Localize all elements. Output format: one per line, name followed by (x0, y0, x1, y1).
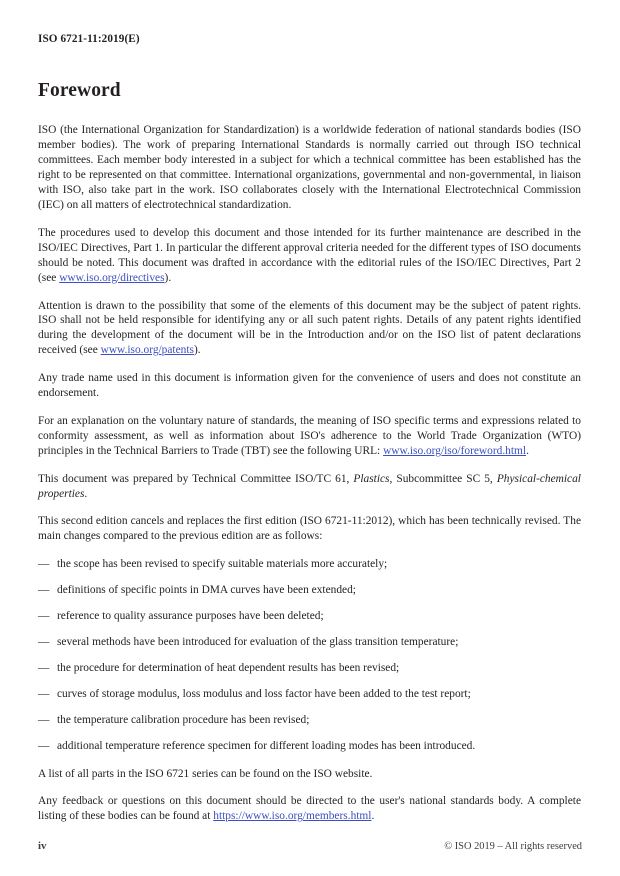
committee-italic-plastics: Plastics (353, 472, 390, 485)
list-item-label: curves of storage modulus, loss modulus and loss factor have been added to the test report; (57, 687, 471, 700)
change-list (38, 557, 581, 753)
list-marker-dash: — (38, 713, 50, 726)
list-item-label: several methods have been introduced for evaluation of the glass transition temperature; (57, 636, 459, 648)
paragraph-committee (38, 472, 581, 502)
list-marker-dash: — (38, 584, 50, 597)
page-content (38, 80, 581, 824)
list-marker-dash: — (38, 739, 50, 752)
link-iso-members[interactable]: https://www.iso.org/members.html (213, 810, 372, 823)
copyright-notice: © ISO 2019 – All rights reserved (444, 841, 582, 852)
page-number: iv (38, 840, 47, 852)
list-item (38, 739, 581, 754)
list-item (38, 635, 581, 650)
list-item (38, 583, 581, 598)
paragraph-feedback (38, 794, 581, 824)
paragraph-feedback-text-after: . (371, 810, 375, 823)
committee-text-part3: . (84, 487, 88, 500)
paragraph-feedback-text-before: Any feedback or questions on this document should be directed to the user's national standards body. A complete listing of these bodies can be found at (38, 795, 581, 823)
list-marker-dash: — (38, 610, 50, 623)
page-footer (38, 840, 582, 852)
list-item-label: reference to quality assurance purposes have been deleted; (57, 610, 324, 623)
list-item (38, 609, 581, 624)
list-marker-dash: — (38, 687, 50, 700)
list-item-label: definitions of specific points in DMA curves have been extended; (57, 584, 356, 597)
list-item-label: additional temperature reference specimen for different loading modes has been introduced. (57, 739, 476, 752)
list-item-label: the scope has been revised to specify suitable materials more accurately; (57, 558, 388, 571)
list-item (38, 713, 581, 728)
list-marker-dash: — (38, 636, 50, 648)
list-item (38, 661, 581, 676)
paragraph-procedures-text-before: The procedures used to develop this document and those intended for its further maintenance are described in the ISO/IEC Directives, Part 1. In particular the different approval criteria needed for the different types of ISO documents should be noted. This document was drafted in accordance with the editorial rules of the ISO/IEC Directives, Part 2 (see (38, 226, 581, 284)
list-item-label: the procedure for determination of heat dependent results has been revised; (57, 661, 400, 674)
paragraph-voluntary-text-after: . (526, 444, 529, 457)
paragraph-trade-name: Any trade name used in this document is information given for the convenience of users and does not constitute an endorsement. (38, 372, 581, 400)
paragraph-procedures (38, 226, 581, 286)
list-item-label: the temperature calibration procedure has been revised; (57, 713, 310, 726)
committee-text-part2: , Subcommittee SC 5, (389, 472, 497, 485)
list-item (38, 557, 581, 572)
committee-italic-physical-chemical: Physical-chemical properties (38, 472, 581, 500)
page-title: Foreword (38, 80, 121, 101)
paragraph-patent-text-after: ). (193, 344, 201, 357)
paragraph-all-parts: A list of all parts in the ISO 6721 series can be found on the ISO website. (38, 767, 373, 780)
paragraph-voluntary-text-before: For an explanation on the voluntary nature of standards, the meaning of ISO specific terms and expressions related to conformity assessment, as well as information about ISO's adherence to the World Trade Organization (WTO) principles in the Technical Barriers to Trade (TBT) see the following URL: (38, 414, 581, 457)
paragraph-procedures-text-after: ). (164, 271, 172, 284)
link-iso-foreword[interactable]: www.iso.org/iso/foreword.html (383, 444, 527, 457)
link-iso-directives[interactable]: www.iso.org/directives (59, 271, 165, 284)
paragraph-iso-description: ISO (the International Organization for Standardization) is a worldwide federation of national standards bodies (ISO member bodies). The work of preparing International Standards is normally carried out through ISO technical committees. Each member body interested in a subject for which a technical committee has been established has the right to be represented on that committee. International organizations, governmental and non-governmental, in liaison with ISO, also take part in the work. ISO collaborates closely with the International Electrotechnical Commission (IEC) on all matters of electrotechnical standardization. (38, 124, 581, 211)
committee-text-part1: This document was prepared by Technical Committee ISO/TC 61, (38, 472, 354, 485)
paragraph-patent-rights (38, 299, 581, 359)
list-item (38, 687, 581, 702)
paragraph-second-edition: This second edition cancels and replaces the first edition (ISO 6721-11:2012), which has been technically revised. The main changes compared to the previous edition are as follows: (38, 515, 581, 543)
paragraph-patent-text-before: Attention is drawn to the possibility that some of the elements of this document may be the subject of patent rights. ISO shall not be held responsible for identifying any or all such patent rights. Details of any patent rights identified during the development of the document will be in the Introduction and/or on the ISO list of patent declarations received (see (38, 299, 581, 357)
list-marker-dash: — (38, 661, 50, 674)
running-head: ISO 6721-11:2019(E) (38, 33, 140, 45)
list-marker-dash: — (38, 558, 50, 571)
link-iso-patents[interactable]: www.iso.org/patents (100, 344, 194, 357)
paragraph-voluntary-nature (38, 414, 581, 459)
